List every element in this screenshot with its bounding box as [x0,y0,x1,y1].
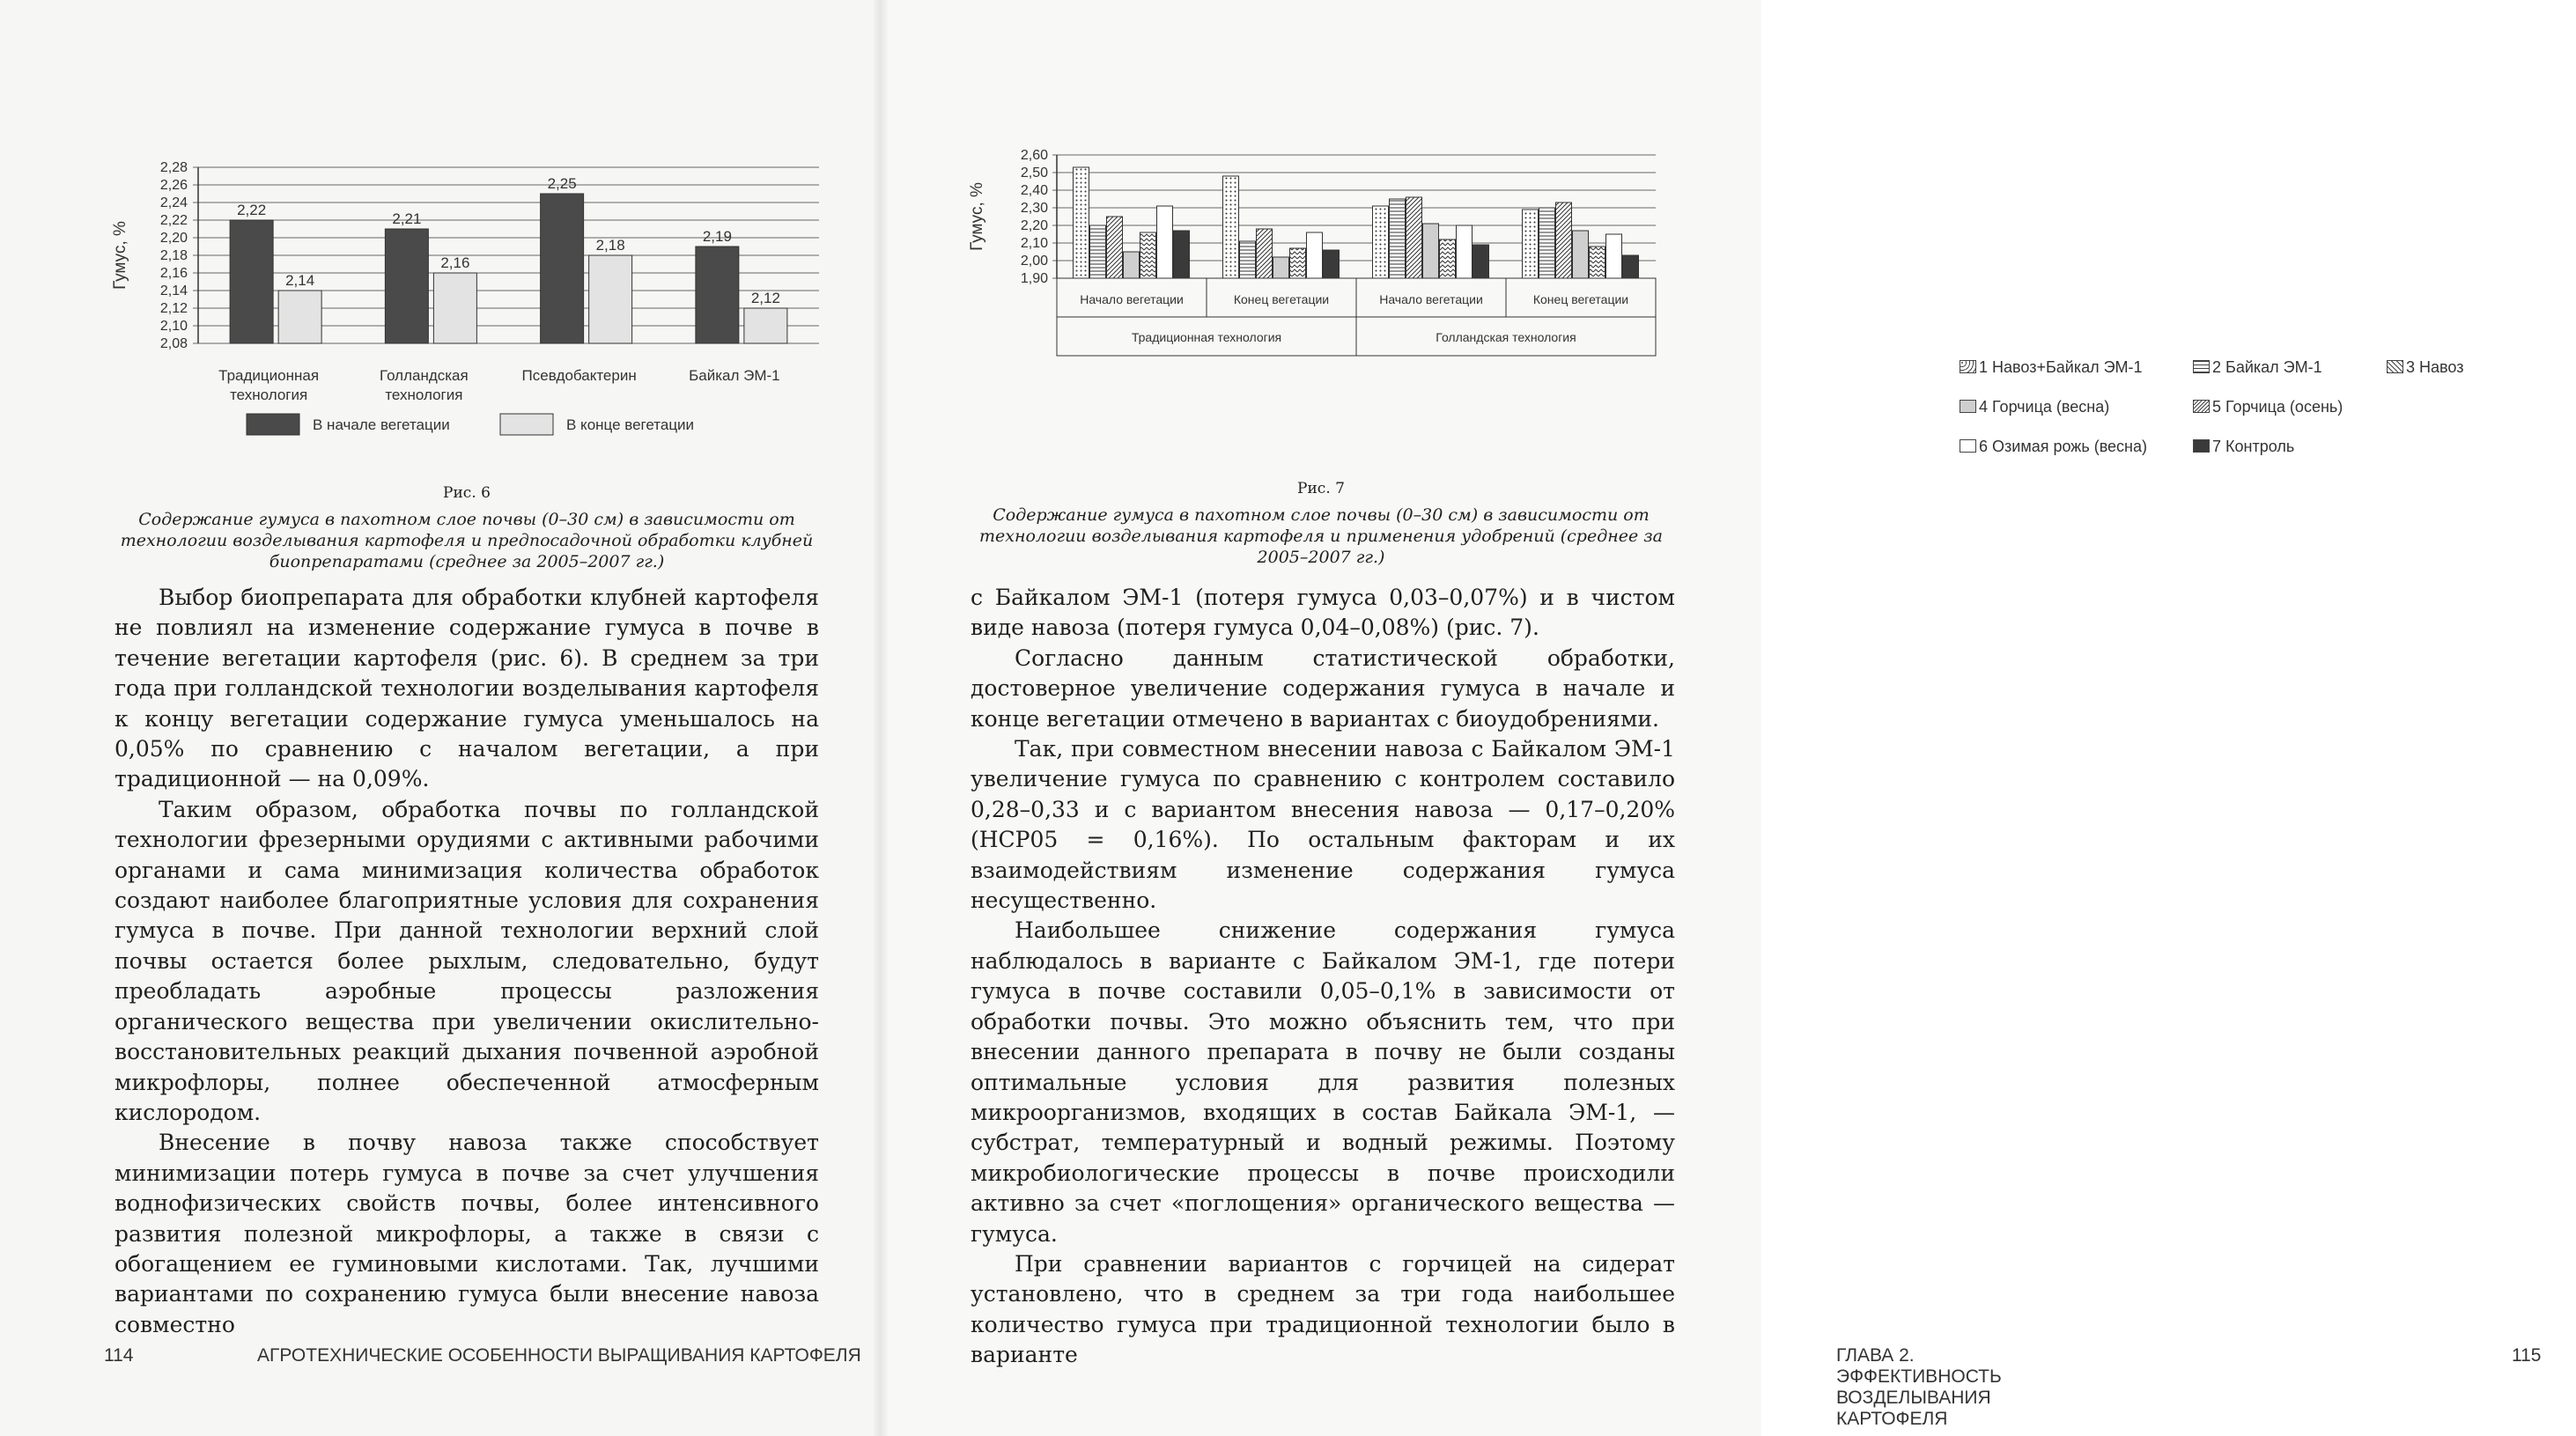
bar [1290,248,1306,278]
bar [1223,176,1239,278]
y-tick-label: 1,90 [1020,271,1048,286]
data-label: 2,21 [392,210,422,227]
bar [1590,247,1605,278]
legend-label: 7 Контроль [2212,438,2295,455]
running-title-right: ГЛАВА 2. ЭФФЕКТИВНОСТЬ ВОЗДЕЛЫВАНИЯ КАРТОФЕЛЯ [1836,1345,2002,1429]
bar [230,220,273,343]
bar [385,229,428,343]
y-axis-label: Гумус, % [968,182,986,251]
legend-swatch [2387,360,2403,373]
chart-humus-by-fertilizer [964,136,1669,357]
y-tick-label: 2,08 [159,336,188,351]
bar [1373,206,1389,278]
bar [1556,203,1572,278]
page-number-right: 115 [2512,1345,2542,1366]
data-label: 2,25 [547,175,577,192]
legend-label: 1 Навоз+Байкал ЭМ-1 [1979,358,2143,376]
legend-label: В конце вегетации [566,416,695,433]
y-tick-label: 2,30 [1020,201,1048,216]
group-label: Конец вегетации [1233,292,1330,306]
right-page [881,0,2542,1436]
bar [1573,231,1589,278]
figure-6-caption-block [106,484,828,572]
legend-swatch [2193,439,2210,453]
bar [1124,252,1140,278]
legend-swatch [1960,360,1976,373]
paragraph: Согласно данным статистической обработки, достоверное увеличение содержания гумуса в начале и конце вегетации отмечено в вариантах с биоудобрениями. [971,644,1675,732]
y-tick-label: 2,22 [159,213,188,228]
legend-item [1960,358,2143,377]
legend-swatch [1960,400,1976,413]
legend-label: 4 Горчица (весна) [1979,398,2110,416]
group-label: Начало вегетации [1080,292,1184,306]
data-label: 2,16 [440,254,470,271]
bar [1307,232,1323,278]
bar [541,194,584,343]
bar [1473,245,1489,278]
legend-label: 3 Навоз [2406,358,2464,376]
x-tick-label: технология [385,387,463,403]
page-number-left: 114 [104,1345,134,1366]
bar [278,291,321,343]
bar [1107,217,1123,278]
y-tick-label: 2,20 [1020,218,1048,233]
legend-item [2193,398,2343,416]
bar [1273,257,1289,278]
bar [1257,229,1273,278]
bar [1174,231,1190,278]
technology-label: Голландская технология [1436,330,1576,344]
figure-6-caption: Содержание гумуса в пахотном слое почвы (0–30 см) в зависимости от технологии возделывания картофеля и предпосадочной обработки клубней биопрепаратами (среднее за 2005–2007 гг.) [120,510,814,571]
chart-7-legend [1960,358,2576,464]
y-tick-label: 2,16 [159,266,188,281]
bar [1324,250,1340,278]
bar [1090,225,1106,278]
legend-swatch [2193,360,2210,373]
legend-label: 6 Озимая рожь (весна) [1979,438,2148,455]
y-tick-label: 2,20 [159,231,188,246]
bar [1240,241,1256,278]
x-tick-label: Псевдобактерин [521,367,637,384]
y-tick-label: 2,10 [159,319,188,334]
x-tick-label: Голландская [380,367,469,384]
paragraph: Таким образом, обработка почвы по голландской технологии фрезерными орудиями с активными рабочими органами и сама минимизация количества обработок создают наиболее благоприятные условия для сохранения гумуса в почве. При данной технологии верхний слой почвы остается более рыхлым, следовательно, будут преобладать аэробные процессы разложения органического вещества при увеличении окислительно-восстановительных реакций дыхания почвенной аэробной микрофлоры, полнее обеспеченной атмосферным кислородом. [114,796,819,1125]
bar [1457,225,1473,278]
bar [1606,234,1622,278]
bar [1623,255,1639,278]
y-tick-label: 2,00 [1020,254,1048,269]
bar [1539,208,1555,278]
group-label: Конец вегетации [1532,292,1629,306]
legend-item [2193,438,2294,456]
bar [433,273,476,343]
data-label: 2,18 [595,237,625,254]
bar [1423,224,1439,278]
y-tick-label: 2,24 [159,195,188,210]
y-tick-label: 2,14 [159,284,188,298]
y-tick-label: 2,10 [1020,236,1048,251]
x-tick-label: технология [230,387,308,403]
legend-item [1960,438,2147,456]
paragraph: Наибольшее снижение содержания гумуса наблюдалось в варианте с Байкалом ЭМ-1, где потери гумуса в почве составили 0,05–0,1% в зависимости от обработки почвы. Это можно объяснить тем, что при внесении данного препарата в почву не были созданы оптимальные условия для развития полезных микроорганизмов, входящих в состав Байкала ЭМ-1, — субстрат, температурный и водный режимы. Поэтому микробиологические процессы в почве происходили активно за счет «поглощения» органического вещества — гумуса. [971,917,1675,1247]
legend-item [2387,358,2463,377]
data-label: 2,14 [285,272,315,289]
left-body-text [114,583,819,1340]
bar [1074,167,1089,278]
figure-6-label: Рис. 6 [443,484,491,502]
legend-item [1960,398,2109,416]
legend-label: 5 Горчица (осень) [2212,398,2343,416]
figure-7-label: Рис. 7 [1297,480,1345,497]
bar [1157,206,1173,278]
y-axis-label: Гумус, % [111,221,129,290]
book-spine-shadow [872,0,889,1436]
y-tick-label: 2,40 [1020,183,1048,198]
figure-7-caption: Содержание гумуса в пахотном слое почвы (0–30 см) в зависимости от технологии возделывания картофеля и применения удобрений (среднее за 2005–2007 гг.) [979,505,1663,567]
y-tick-label: 2,50 [1020,166,1048,180]
technology-label: Традиционная технология [1131,330,1282,344]
bar [696,247,739,343]
paragraph: Внесение в почву навоза также способствует минимизации потерь гумуса в почве за счет улучшения воднофизических свойств почвы, более интенсивного развития полезной микрофлоры, а также в связи с обогащением ее гуминовыми кислотами. Так, лучшими вариантами по сохранению гумуса были внесение навоза совместно [114,1130,819,1337]
data-label: 2,19 [702,228,732,245]
paragraph: Так, при совместном внесении навоза с Байкалом ЭМ-1 увеличение гумуса по сравнению с контролем составило 0,28–0,33 и с вариантом внесения навоза — 0,17–0,20% (НСР05 = 0,16%). По остальным факторам и их взаимодействиям изменение содержания гумуса несущественно. [971,736,1675,914]
left-page [0,0,881,1436]
data-label: 2,12 [750,290,780,306]
data-label: 2,22 [237,202,267,218]
x-tick-label: Байкал ЭМ-1 [689,367,780,384]
figure-7-caption-block [973,480,1669,568]
y-tick-label: 2,12 [159,301,188,316]
legend-swatch [247,414,299,435]
legend-item [2193,358,2322,377]
legend-swatch [500,414,553,435]
bar [589,255,632,343]
bar [1390,199,1406,278]
group-label: Начало вегетации [1379,292,1483,306]
y-tick-label: 2,60 [1020,148,1048,163]
paragraph: Выбор биопрепарата для обработки клубней картофеля не повлиял на изменение содержание гумуса в почве в течение вегетации картофеля (рис. 6). В среднем за три года при голландской технологии возделывания картофеля к концу вегетации содержание гумуса уменьшалось на 0,05% по сравнению с началом вегетации, а при традиционной — на 0,09%. [114,585,819,792]
legend-swatch [2193,400,2210,413]
bar [1406,197,1422,278]
legend-label: В начале вегетации [313,416,450,433]
x-tick-label: Традиционная [218,367,320,384]
y-tick-label: 2,26 [159,178,188,193]
y-tick-label: 2,28 [159,160,188,175]
bar [1523,210,1539,278]
chart-humus-by-technology [97,150,837,449]
bar [1140,232,1156,278]
bar [1440,239,1456,278]
right-body-text [971,583,1675,1371]
y-tick-label: 2,18 [159,248,188,263]
bar [744,308,787,343]
legend-swatch [1960,439,1976,453]
running-title-left: АГРОТЕХНИЧЕСКИЕ ОСОБЕННОСТИ ВЫРАЩИВАНИЯ КАРТОФЕЛЯ [257,1345,861,1366]
paragraph: При сравнении вариантов с горчицей на сидерат установлено, что в среднем за три года наибольшее количество гумуса при традиционной технологии было в варианте [971,1250,1675,1368]
paragraph: с Байкалом ЭМ-1 (потеря гумуса 0,03–0,07%) и в чистом виде навоза (потеря гумуса 0,04–0,08%) (рис. 7). [971,585,1675,641]
legend-label: 2 Байкал ЭМ-1 [2212,358,2322,376]
